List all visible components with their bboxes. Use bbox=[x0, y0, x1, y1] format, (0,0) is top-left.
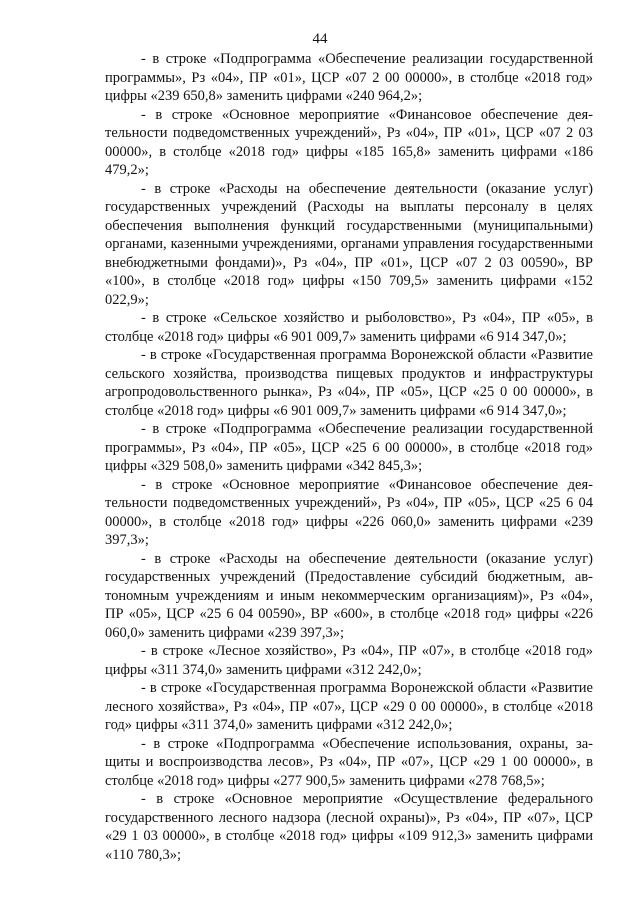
page-number: 44 bbox=[312, 31, 328, 47]
amendment-paragraph-6: - в строке «Подпрограмма «Обеспечение реализации государственной программы», Рз «04», ПР «05», ЦСР «25 6 00 00000», в столбце «2018 год» цифры «329 508,0» заменить цифрами «342 845,3»; bbox=[105, 421, 593, 474]
amendment-paragraph-7: - в строке «Основное мероприятие «Финансовое обеспечение деятельности подведомственных учреждений», Рз «04», ПР «05», ЦСР «25 6 04 00000», в столбце «2018 год» цифры «226 060,0» заменить цифрами «239 397,3»; bbox=[105, 476, 593, 548]
amendment-paragraph-10: - в строке «Государственная программа Воронежской области «Развитие лесного хозяйства», Рз «04», ПР «07», ЦСР «29 0 00 00000», в столбце «2018 год» цифры «311 374,0» заменить цифрами «312 242,0»; bbox=[105, 680, 593, 733]
amendment-paragraph-5: - в строке «Государственная программа Воронежской области «Развитие сельского хозяйства, производства пищевых продуктов и инфраструктуры агропродовольственного рынка», Рз «04», ПР «05», ЦСР «25 0 00 00000», в столбце «2018 год» цифры «6 901 009,7» заменить цифрами «6 914 347,0»; bbox=[105, 347, 593, 419]
amendment-paragraph-11: - в строке «Подпрограмма «Обеспечение использования, охраны, защиты и воспроизводства лесов», Рз «04», ПР «07», ЦСР «29 1 00 00000», в столбце «2018 год» цифры «277 900,5» заменить цифрами «278 768,5»; bbox=[105, 735, 593, 789]
amendment-paragraph-2: - в строке «Основное мероприятие «Финансовое обеспечение деятельности подведомственных учреждений», Рз «04», ПР «01», ЦСР «07 2 03 00000», в столбце «2018 год» цифры «185 165,8» заменить цифрами «186 479,2»; bbox=[105, 106, 593, 178]
document-body bbox=[105, 50, 593, 864]
amendment-paragraph-8: - в строке «Расходы на обеспечение деятельности (оказание услуг) государственных учреждений (Предоставление субсидий бюджетным, автономным учреждениям и иным некоммерческим организациям)», Рз «04», ПР «05», ЦСР «25 6 04 00590», ВР «600», в столбце «2018 год» цифры «226 060,0» заменить цифрами «239 397,3»; bbox=[105, 550, 593, 641]
amendment-paragraph-1: - в строке «Подпрограмма «Обеспечение реализации государственной программы», Рз «04», ПР «01», ЦСР «07 2 00 00000», в столбце «2018 год» цифры «239 650,8» заменить цифрами «240 964,2»; bbox=[105, 51, 593, 104]
amendment-paragraph-12: - в строке «Основное мероприятие «Осуществление федерального государственного лесного надзора (лесной охраны)», Рз «04», ПР «07», ЦСР «29 1 03 00000», в столбце «2018 год» цифры «109 912,3» заменить цифрами «110 780,3»; bbox=[105, 791, 593, 863]
amendment-paragraph-3: - в строке «Расходы на обеспечение деятельности (оказание услуг) государственных учреждений (Расходы на выплаты персоналу в целях обеспечения выполнения функций государственными (муниципальными) органами, казенными учреждениями, органами управления государственными внебюджетными фондами)», Рз «04», ПР «01», ЦСР «07 2 03 00590», ВР «100», в столбце «2018 год» цифры «150 709,5» заменить цифрами «152 022,9»; bbox=[105, 180, 593, 308]
amendment-paragraph-9: - в строке «Лесное хозяйство», Рз «04», ПР «07», в столбце «2018 год» цифры «311 374,0» заменить цифрами «312 242,0»; bbox=[105, 643, 593, 678]
amendment-paragraph-4: - в строке «Сельское хозяйство и рыболовство», Рз «04», ПР «05», в столбце «2018 год» цифры «6 901 009,7» заменить цифрами «6 914 347,0»; bbox=[105, 310, 593, 345]
